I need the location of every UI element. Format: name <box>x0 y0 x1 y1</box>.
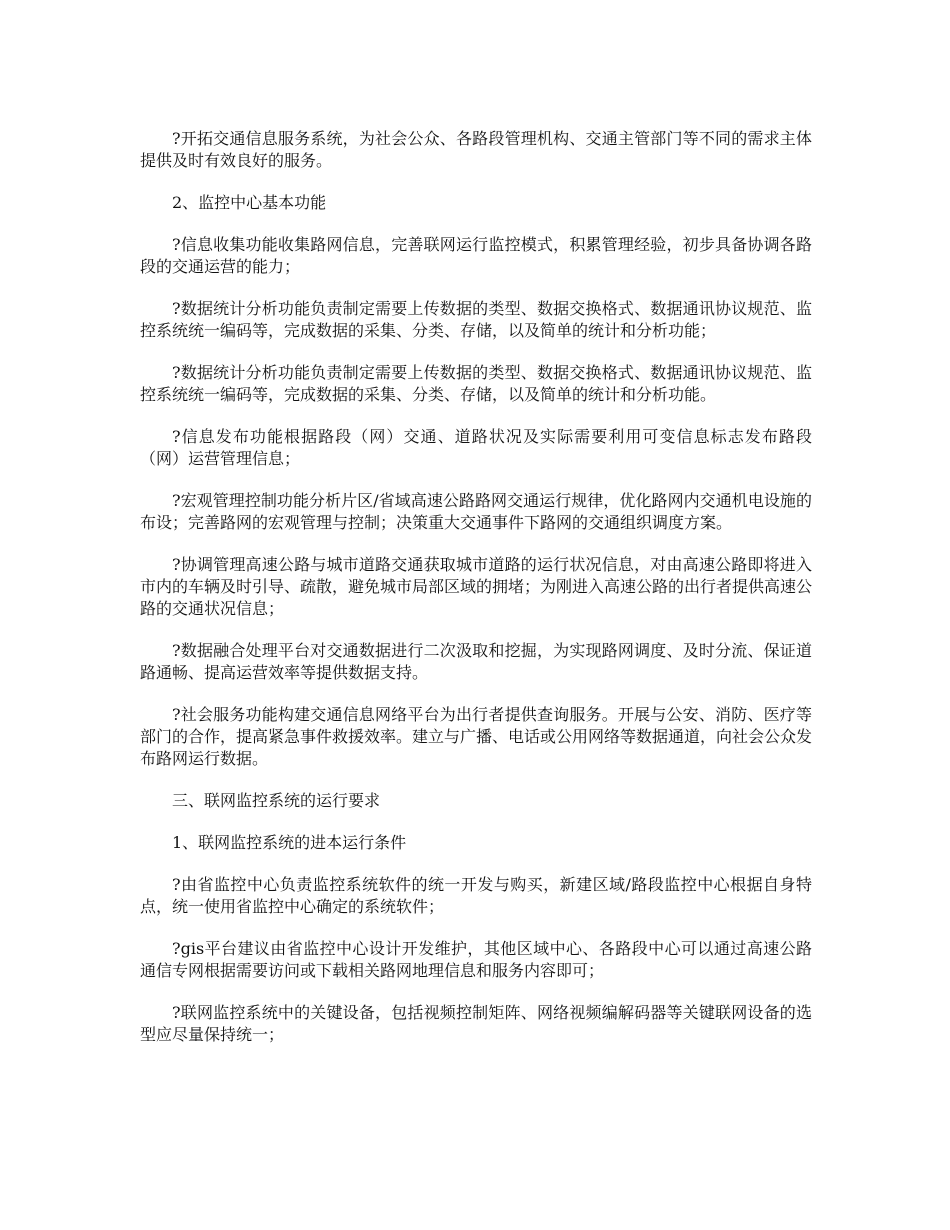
paragraph-info-collection: ?信息收集功能收集路网信息，完善联网运行监控模式，积累管理经验，初步具备协调各路段的交通运营的能力； <box>140 235 812 276</box>
paragraph-info-release: ?信息发布功能根据路段（网）交通、道路状况及实际需要利用可变信息标志发布路段（网）运营管理信息； <box>140 427 812 468</box>
document-body <box>140 128 812 1066</box>
paragraph-software: ?由省监控中心负责监控系统软件的统一开发与购买，新建区域/路段监控中心根据自身特点，统一使用省监控中心确定的系统软件； <box>140 875 812 916</box>
heading-basic-functions: 2、监控中心基本功能 <box>172 193 327 212</box>
paragraph-service-system: ?开拓交通信息服务系统，为社会公众、各路段管理机构、交通主管部门等不同的需求主体提供及时有效良好的服务。 <box>140 129 812 170</box>
paragraph-gis-platform: ?gis平台建议由省监控中心设计开发维护，其他区域中心、各路段中心可以通过高速公路通信专网根据需要访问或下载相关路网地理信息和服务内容即可； <box>140 939 812 980</box>
paragraph-data-statistics-2: ?数据统计分析功能负责制定需要上传数据的类型、数据交换格式、数据通讯协议规范、监控系统统一编码等，完成数据的采集、分类、存储，以及简单的统计和分析功能。 <box>140 363 812 404</box>
heading-operation-requirements: 三、联网监控系统的运行要求 <box>172 791 381 810</box>
paragraph-social-service: ?社会服务功能构建交通信息网络平台为出行者提供查询服务。开展与公安、消防、医疗等部门的合作，提高紧急事件救援效率。建立与广播、电话或公用网络等数据通道，向社会公众发布路网运行数据。 <box>140 705 813 768</box>
heading-basic-conditions: 1、联网监控系统的进本运行条件 <box>172 833 407 852</box>
paragraph-data-fusion: ?数据融合处理平台对交通数据进行二次汲取和挖掘，为实现路网调度、及时分流、保证道路通畅、提高运营效率等提供数据支持。 <box>140 641 812 682</box>
paragraph-coordination: ?协调管理高速公路与城市道路交通获取城市道路的运行状况信息，对由高速公路即将进入市内的车辆及时引导、疏散，避免城市局部区域的拥堵；为刚进入高速公路的出行者提供高速公路的交通状况信息； <box>140 555 813 618</box>
paragraph-macro-control: ?宏观管理控制功能分析片区/省域高速公路路网交通运行规律，优化路网内交通机电设施的布设；完善路网的宏观管理与控制；决策重大交通事件下路网的交通组织调度方案。 <box>140 491 812 532</box>
paragraph-key-equipment: ?联网监控系统中的关键设备，包括视频控制矩阵、网络视频编解码器等关键联网设备的选型应尽量保持统一； <box>140 1003 812 1044</box>
paragraph-data-statistics-1: ?数据统计分析功能负责制定需要上传数据的类型、数据交换格式、数据通讯协议规范、监控系统统一编码等，完成数据的采集、分类、存储，以及简单的统计和分析功能； <box>140 299 812 340</box>
